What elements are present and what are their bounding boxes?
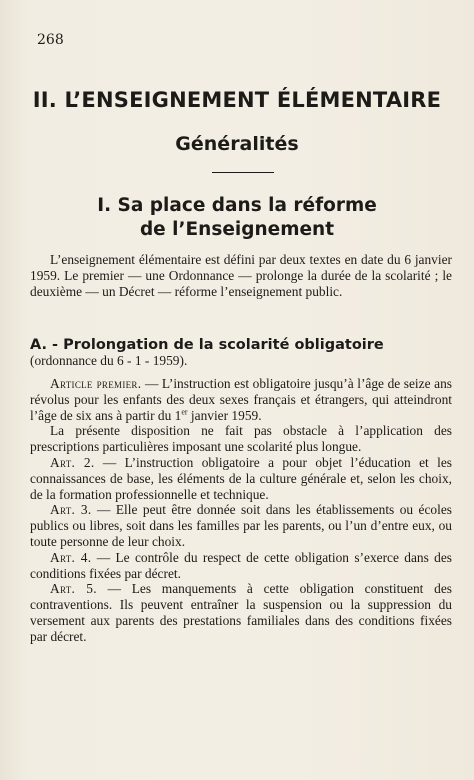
- subtitle: Généralités: [175, 133, 299, 155]
- article-3-text: — Elle peut être donnée soit dans les établissements ou écoles publics ou libres, soit dans les familles par les parents, ou l’un d’entre eux, ou toute personne de leur choix.: [30, 502, 453, 549]
- article-2-label: Art. 2.: [50, 454, 95, 470]
- article-4-text: — Le contrôle du respect de cette obligation s’exerce dans des conditions fixées par décret.: [30, 549, 452, 581]
- sub-heading-parenthetical: (ordonnance du 6 - 1 - 1959).: [30, 353, 188, 368]
- intro-paragraph-block: [30, 252, 452, 299]
- page-number: 268: [37, 32, 64, 48]
- article-4-label: Art. 4.: [50, 549, 92, 565]
- chapter-heading: [0, 194, 474, 242]
- article-5-text: — Les manquements à cette obligation constituent des contraventions. Ils peuvent entraîner la suspension ou la suppression du versement aux parents des prestations familiales dans des conditions fixées par décret.: [30, 581, 452, 644]
- divider-rule: [212, 172, 274, 173]
- article-2: [30, 455, 452, 502]
- chapter-heading-line1: I. Sa place dans la réforme: [97, 195, 377, 216]
- article-1-text-end: janvier 1959.: [187, 407, 262, 423]
- section-title: II. L’ENSEIGNEMENT ÉLÉMENTAIRE: [32, 88, 442, 112]
- intro-paragraph: L’enseignement élémentaire est défini par deux textes en date du 6 janvier 1959. Le premier — une Ordonnance — prolonge la durée de la scolarité ; le deuxième — un Décret — réforme l’enseignement public.: [30, 252, 452, 299]
- article-1-superscript: er: [181, 407, 188, 417]
- sub-heading: [30, 337, 452, 369]
- article-1: [30, 376, 452, 423]
- article-3: [30, 502, 452, 549]
- article-5-label: Art. 5.: [50, 581, 97, 597]
- article-1-text: — L’instruction est obligatoire jusqu’à l’âge de seize ans révolus pour les enfants des deux sexes français et étrangers, qui atteindront l’âge de six ans à partir du 1: [30, 376, 452, 423]
- article-1-paragraph-2: La présente disposition ne fait pas obstacle à l’application des prescriptions particulières imposant une scolarité plus longue.: [30, 423, 452, 455]
- article-5: [30, 581, 452, 644]
- articles-block: [30, 376, 452, 645]
- article-2-text: — L’instruction obligatoire a pour objet l’éducation et les connaissances de base, les éléments de la culture générale et, selon les choix, de la formation professionnelle et technique.: [30, 454, 452, 502]
- article-3-label: Art. 3.: [50, 502, 92, 518]
- article-4: [30, 550, 452, 582]
- article-1-label: Article premier.: [50, 376, 142, 391]
- sub-heading-label: A. - Prolongation de la scolarité obligatoire: [30, 337, 384, 353]
- chapter-heading-line2: de l’Enseignement: [139, 219, 335, 240]
